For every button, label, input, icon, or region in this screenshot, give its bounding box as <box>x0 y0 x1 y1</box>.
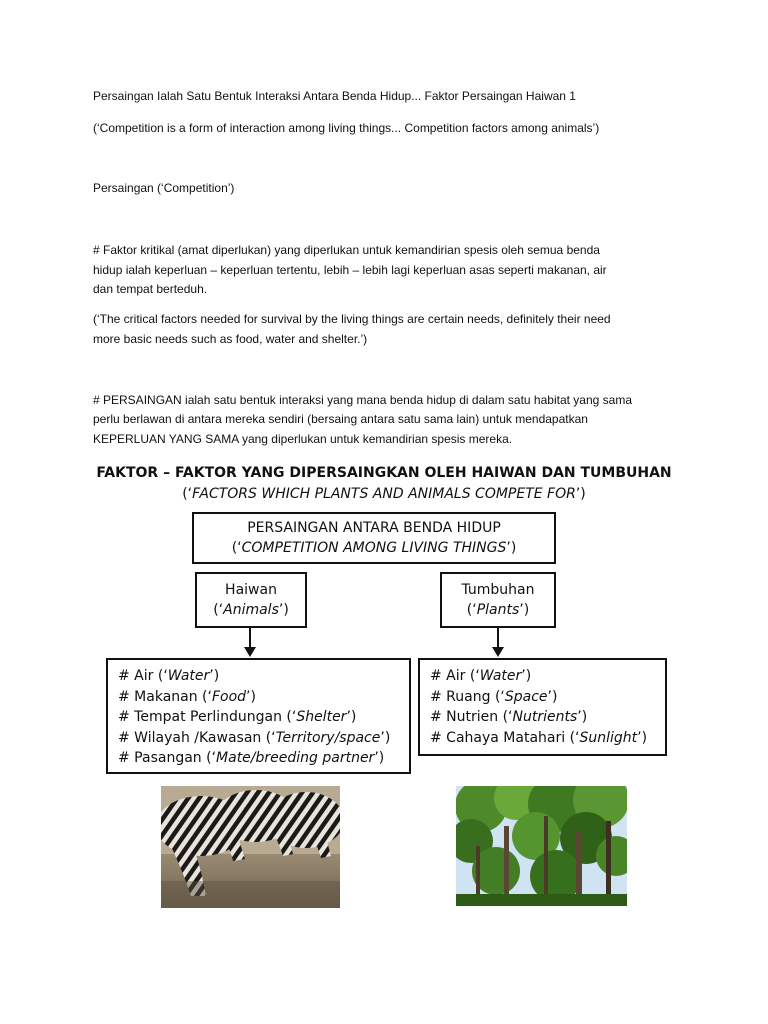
document-title-english: (‘Competition is a form of interaction among living things... Competition factors among animals’) <box>93 121 600 135</box>
animals-label-malay: Haiwan <box>225 582 277 598</box>
animals-factor-item: # Pasangan (‘Mate/breeding partner’) <box>118 750 385 766</box>
plants-label-english: (‘Plants’) <box>466 602 530 618</box>
same-needs-emphasis: KEPERLUAN YANG SAMA <box>93 432 239 446</box>
animals-factors-box <box>106 658 411 774</box>
paragraph-2-line-1: (‘The critical factors needed for survival by the living things are certain needs, definitely their need <box>93 312 611 326</box>
plants-factor-item: # Air (‘Water’) <box>430 668 532 684</box>
paragraph-3-line-1: # PERSAINGAN ialah satu bentuk interaksi yang mana benda hidup di dalam satu habitat yang sama <box>93 393 632 407</box>
animals-label-english: (‘Animals’) <box>213 602 289 618</box>
plants-factor-item: # Ruang (‘Space’) <box>430 688 558 705</box>
animals-factor-item: # Wilayah /Kawasan (‘Territory/space’) <box>118 729 391 746</box>
animals-box <box>195 572 307 628</box>
plants-label-malay: Tumbuhan <box>461 582 535 598</box>
paragraph-1-line-1: # Faktor kritikal (amat diperlukan) yang diperlukan untuk kemandirian spesis oleh semua benda <box>93 243 600 257</box>
animals-arrow-head <box>244 647 256 657</box>
paragraph-2-line-2: more basic needs such as food, water and shelter.’) <box>93 332 368 346</box>
plants-factor-item: # Nutrien (‘Nutrients’) <box>430 709 588 725</box>
zebras-drinking-photo <box>161 786 340 908</box>
animals-factor-item: # Air (‘Water’) <box>118 668 220 684</box>
plants-factors-box <box>418 658 667 756</box>
root-competition-box <box>192 512 556 564</box>
diagram-title: FAKTOR – FAKTOR YANG DIPERSAINGKAN OLEH HAIWAN DAN TUMBUHAN <box>96 465 672 481</box>
paragraph-1-line-3: dan tempat berteduh. <box>93 282 208 296</box>
paragraph-3-line-3: KEPERLUAN YANG SAMA yang diperlukan untuk kemandirian spesis mereka. <box>93 432 513 446</box>
paragraph-3-line-2: perlu berlawan di antara mereka sendiri (bersaing antara satu sama lain) untuk mendapatkan <box>93 412 588 426</box>
root-label-english: (‘COMPETITION AMONG LIVING THINGS’) <box>231 540 517 556</box>
plants-factor-item: # Cahaya Matahari (‘Sunlight’) <box>430 729 648 746</box>
plants-box <box>440 572 556 628</box>
animals-factor-item: # Tempat Perlindungan (‘Shelter’) <box>118 709 357 725</box>
paragraph-1-line-2: hidup ialah keperluan – keperluan tertentu, lebih – lebih lagi keperluan asas seperti makanan, air <box>93 263 607 277</box>
plants-arrow-head <box>492 647 504 657</box>
plants-arrow-shaft <box>497 628 499 648</box>
document-title-malay: Persaingan Ialah Satu Bentuk Interaksi Antara Benda Hidup... Faktor Persaingan Haiwan 1 <box>93 89 576 103</box>
animals-arrow-shaft <box>249 628 251 648</box>
section-heading: Persaingan (‘Competition’) <box>93 181 235 195</box>
animals-factor-item: # Makanan (‘Food’) <box>118 688 256 705</box>
diagram-subtitle: (‘FACTORS WHICH PLANTS AND ANIMALS COMPETE FOR’) <box>182 486 586 502</box>
forest-trees-photo <box>456 786 627 906</box>
root-label-malay: PERSAINGAN ANTARA BENDA HIDUP <box>247 520 501 536</box>
